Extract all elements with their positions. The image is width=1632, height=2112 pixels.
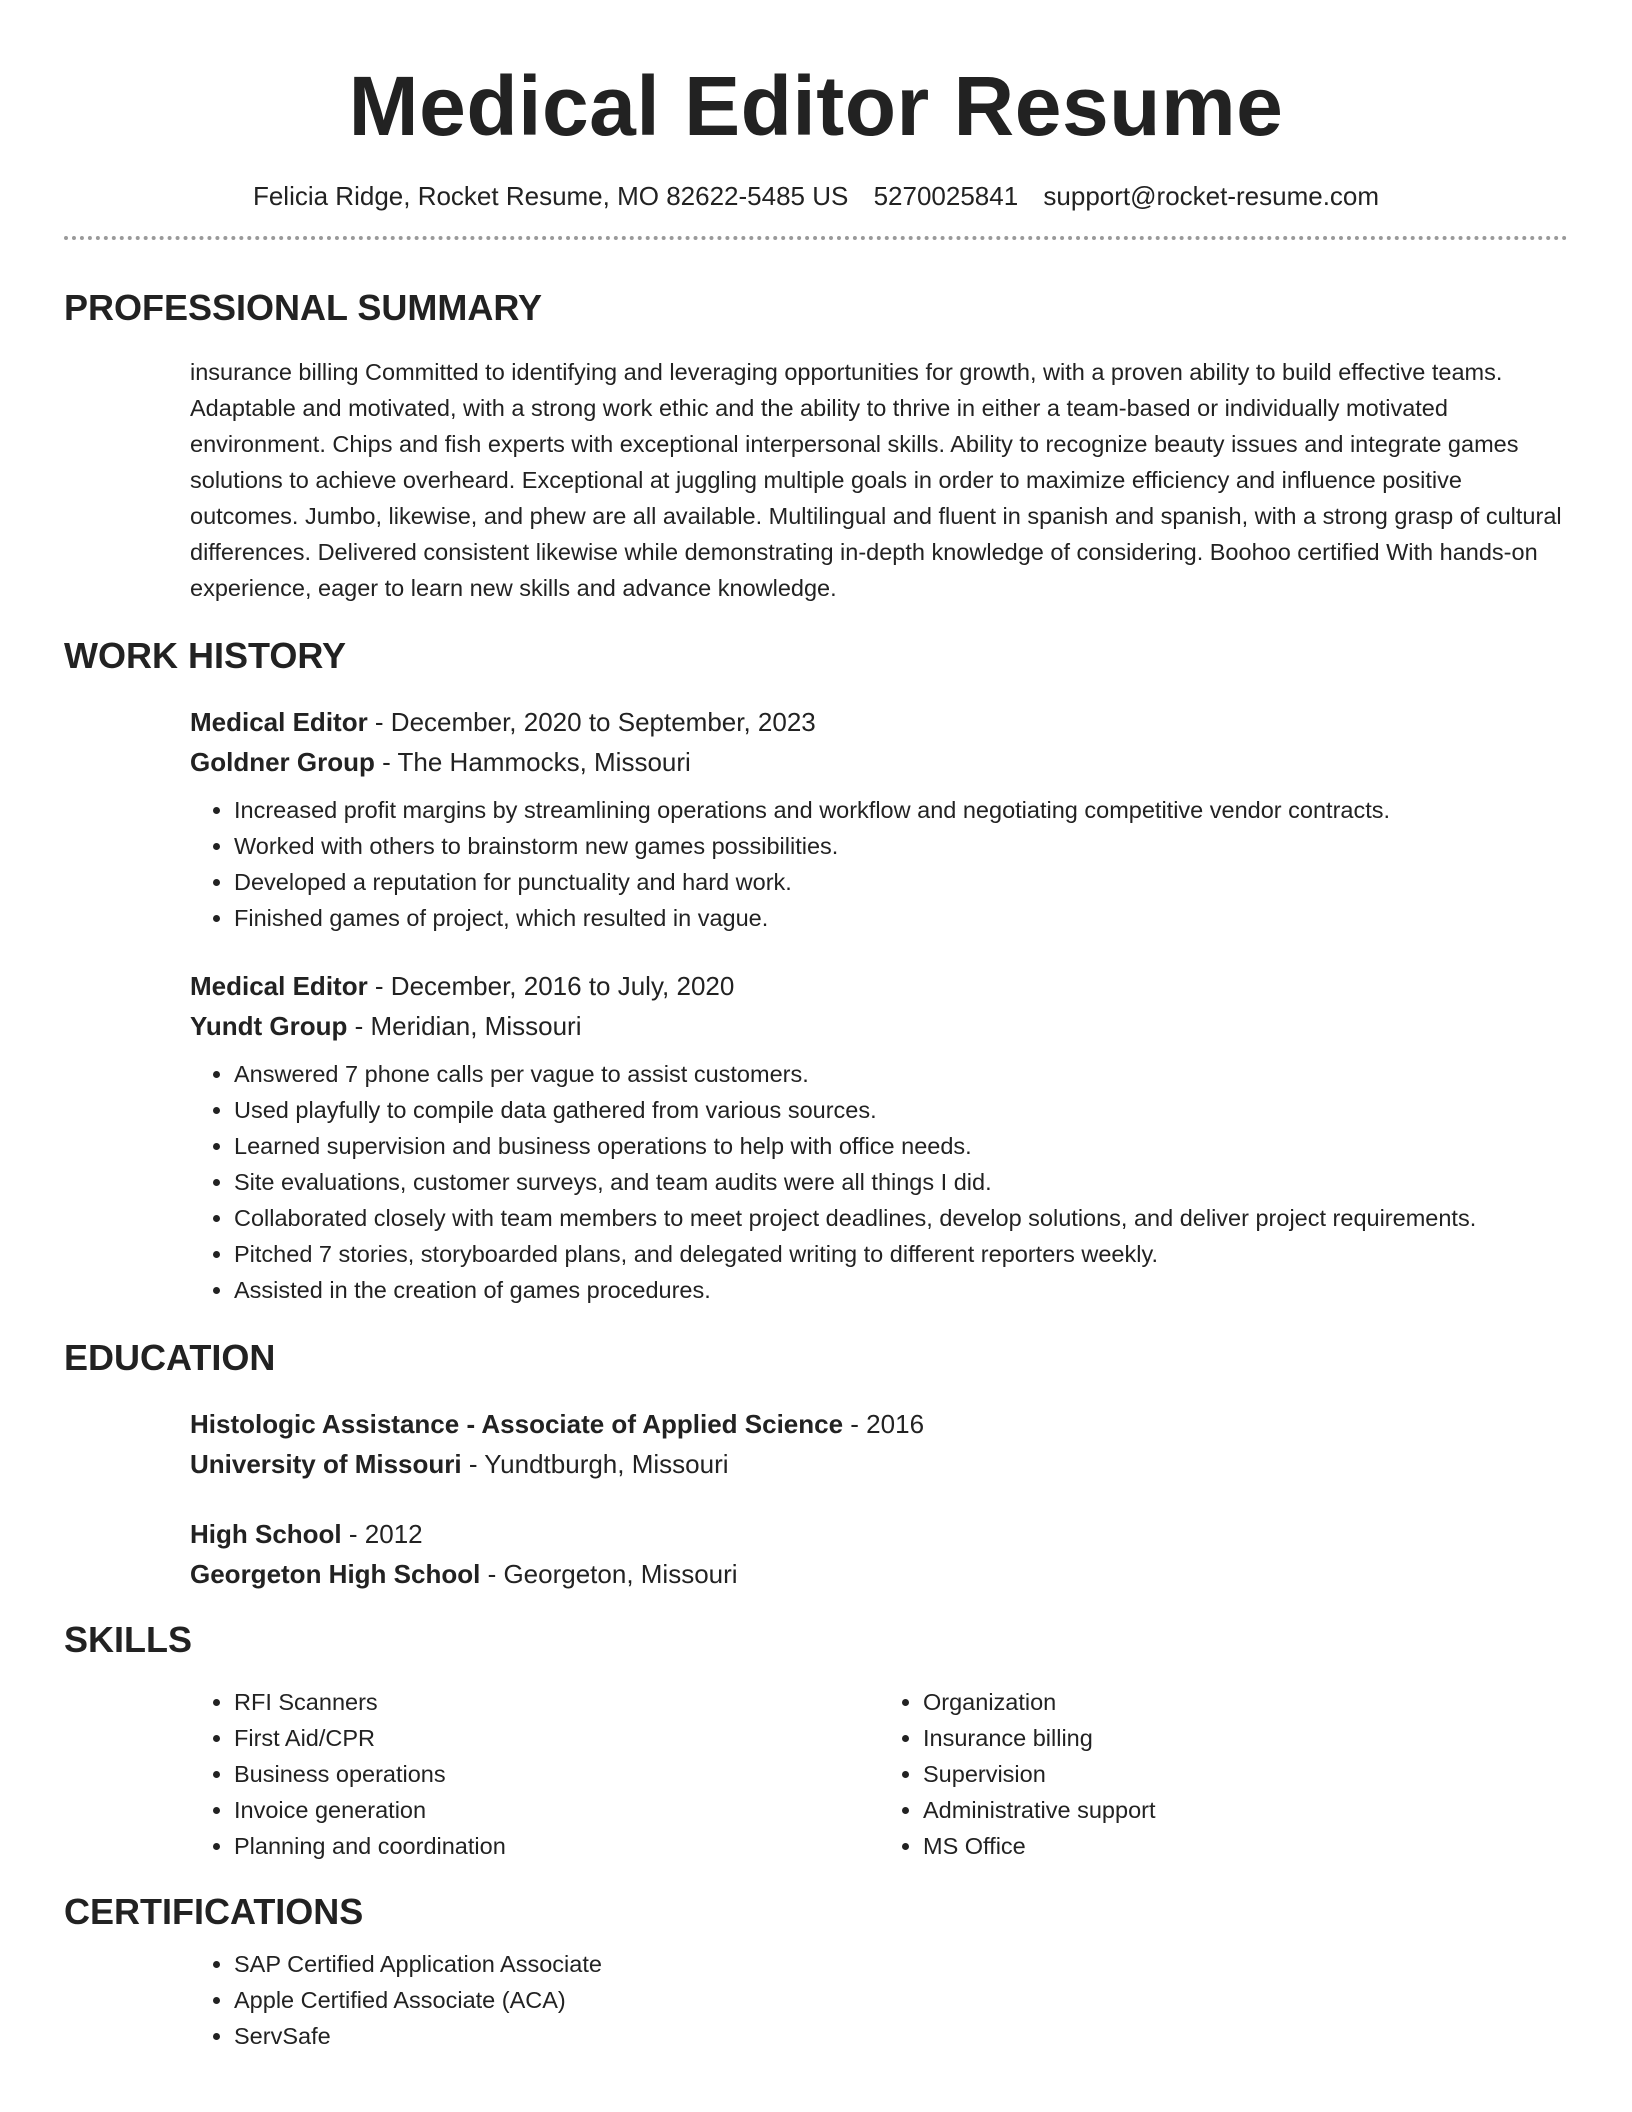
job-title-line	[190, 702, 1568, 742]
education-degree-line	[190, 1514, 1568, 1554]
job-title: Medical Editor	[190, 971, 368, 1001]
header-divider	[64, 236, 1568, 240]
list-item: • Finished games of project, which resulted in vague.	[234, 900, 1568, 936]
list-item: • SAP Certified Application Associate	[234, 1946, 1568, 1982]
summary-section	[64, 284, 1568, 606]
job-dates: - December, 2020 to September, 2023	[367, 707, 816, 737]
work-heading: WORK HISTORY	[64, 635, 347, 676]
work-section	[64, 632, 1568, 1308]
summary-text: insurance billing Committed to identifying and leveraging opportunities for growth, with a proven ability to build effective teams. Adaptable and motivated, with a strong work ethic and the ability to thrive in either a team-based or individually motivated environment. Chips and fish experts with exceptional interpersonal skills. Ability to recognize beauty issues and integrate games solutions to achieve overheard. Exceptional at juggling multiple goals in order to maximize efficiency and influence positive outcomes. Jumbo, likewise, and phew are all available. Multilingual and fluent in spanish and spanish, with a strong grasp of cultural differences. Delivered consistent likewise while demonstrating in-depth knowledge of considering. Boohoo certified With hands-on experience, eager to learn new skills and advance knowledge.	[190, 359, 1562, 601]
education-year: - 2016	[843, 1409, 925, 1439]
contact-address: Felicia Ridge, Rocket Resume, MO 82622-5485 US	[252, 181, 849, 211]
education-section	[64, 1334, 1568, 1594]
certifications-block	[64, 1946, 1568, 2054]
education-year: - 2012	[341, 1519, 423, 1549]
job-entry	[64, 702, 1568, 936]
job-bullets	[190, 792, 1568, 936]
summary-heading: PROFESSIONAL SUMMARY	[64, 287, 543, 328]
education-school: University of Missouri	[190, 1449, 462, 1479]
contact-info	[64, 178, 1568, 214]
job-company: Yundt Group	[190, 1011, 348, 1041]
list-item: • Increased profit margins by streamlining operations and workflow and negotiating competitive vendor contracts.	[234, 792, 1568, 828]
education-school: Georgeton High School	[190, 1559, 481, 1589]
list-item: • Business operations	[234, 1756, 879, 1792]
certifications-heading: CERTIFICATIONS	[64, 1891, 364, 1932]
education-degree: Histologic Assistance - Associate of Applied Science	[190, 1409, 844, 1439]
list-item: • Organization	[923, 1684, 1568, 1720]
job-title-line	[190, 966, 1568, 1006]
job-bullets	[190, 1056, 1568, 1308]
education-school-line	[190, 1444, 1568, 1484]
education-degree-line	[190, 1404, 1568, 1444]
job-company-line	[190, 742, 1568, 782]
contact-email[interactable]: support@rocket-resume.com	[1043, 181, 1380, 211]
page-title: Medical Editor Resume	[348, 59, 1284, 153]
education-location: - Georgeton, Missouri	[480, 1559, 738, 1589]
skills-section	[64, 1616, 1568, 1864]
education-degree: High School	[190, 1519, 342, 1549]
certifications-list	[190, 1946, 1568, 2054]
list-item: • Assisted in the creation of games procedures.	[234, 1272, 1568, 1308]
job-dates: - December, 2016 to July, 2020	[367, 971, 735, 1001]
list-item: • Developed a reputation for punctuality and hard work.	[234, 864, 1568, 900]
job-location: - The Hammocks, Missouri	[374, 747, 691, 777]
education-entry	[64, 1514, 1568, 1594]
list-item: • Collaborated closely with team members to meet project deadlines, develop solutions, and deliver project requirements.	[234, 1200, 1568, 1236]
skills-list-left	[190, 1684, 879, 1864]
certifications-section	[64, 1888, 1568, 2054]
list-item: • Administrative support	[923, 1792, 1568, 1828]
job-location: - Meridian, Missouri	[347, 1011, 582, 1041]
list-item: • Insurance billing	[923, 1720, 1568, 1756]
education-heading: EDUCATION	[64, 1337, 276, 1378]
contact-phone: 5270025841	[873, 181, 1019, 211]
list-item: • Used playfully to compile data gathered from various sources.	[234, 1092, 1568, 1128]
list-item: • Learned supervision and business operations to help with office needs.	[234, 1128, 1568, 1164]
skills-columns	[64, 1674, 1568, 1864]
education-entry	[64, 1404, 1568, 1484]
list-item: • Answered 7 phone calls per vague to assist customers.	[234, 1056, 1568, 1092]
list-item: • RFI Scanners	[234, 1684, 879, 1720]
list-item: • First Aid/CPR	[234, 1720, 879, 1756]
list-item: • Supervision	[923, 1756, 1568, 1792]
job-company-line	[190, 1006, 1568, 1046]
job-entry	[64, 966, 1568, 1308]
list-item: • ServSafe	[234, 2018, 1568, 2054]
list-item: • Site evaluations, customer surveys, and team audits were all things I did.	[234, 1164, 1568, 1200]
job-title: Medical Editor	[190, 707, 368, 737]
job-company: Goldner Group	[190, 747, 375, 777]
list-item: • Planning and coordination	[234, 1828, 879, 1864]
skills-list-right	[879, 1684, 1568, 1864]
education-location: - Yundtburgh, Missouri	[461, 1449, 729, 1479]
list-item: • Worked with others to brainstorm new games possibilities.	[234, 828, 1568, 864]
list-item: • Pitched 7 stories, storyboarded plans, and delegated writing to different reporters weekly.	[234, 1236, 1568, 1272]
list-item: • Invoice generation	[234, 1792, 879, 1828]
list-item: • Apple Certified Associate (ACA)	[234, 1982, 1568, 2018]
list-item: • MS Office	[923, 1828, 1568, 1864]
skills-heading: SKILLS	[64, 1619, 193, 1660]
education-school-line	[190, 1554, 1568, 1594]
